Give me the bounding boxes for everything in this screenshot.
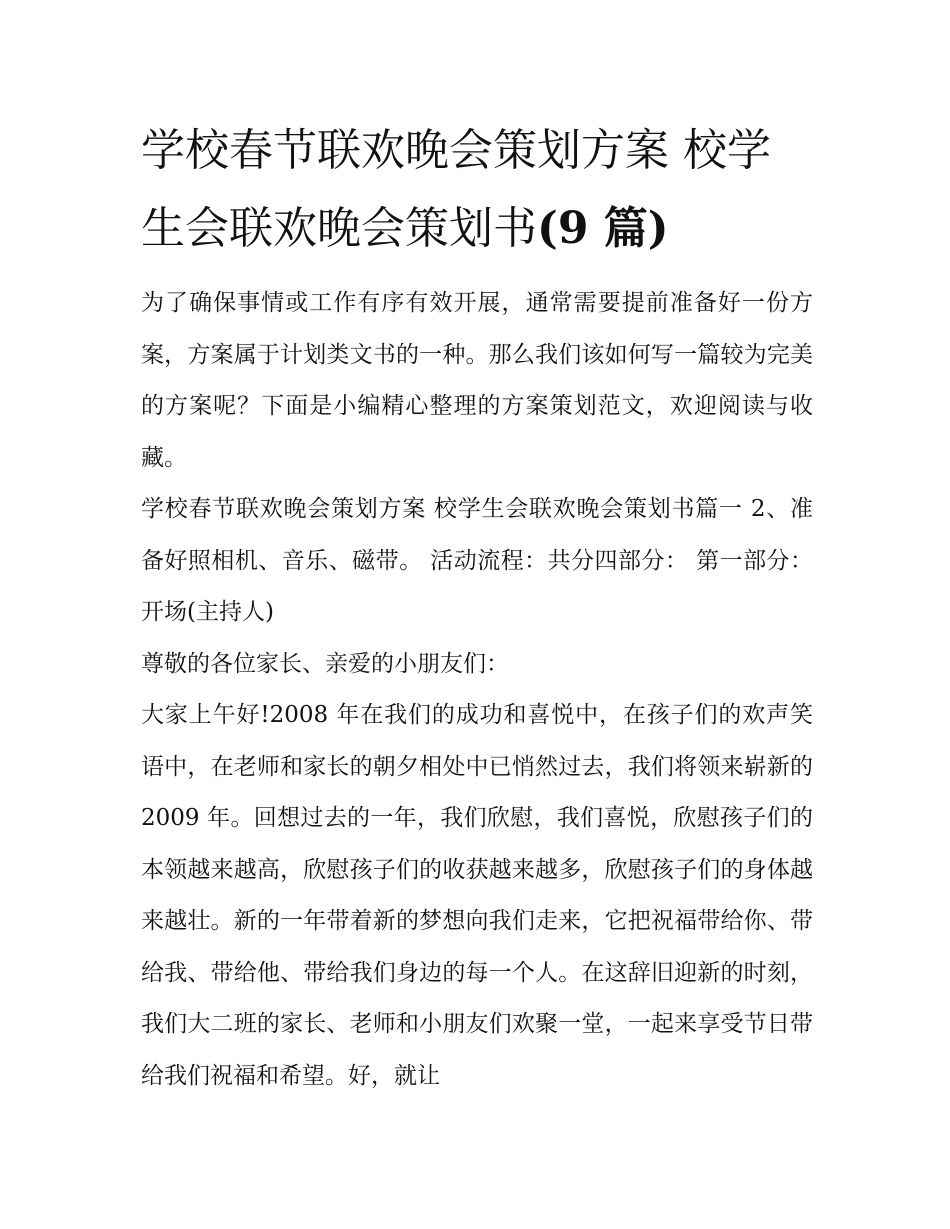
intro-paragraph: 为了确保事情或工作有序有效开展，通常需要提前准备好一份方案，方案属于计划类文书的一种。那么我们该如何写一篇较为完美的方案呢？下面是小编精心整理的方案策划范文，欢迎阅读与收藏。 [141,290,813,471]
greeting-paragraph: 尊敬的各位家长、亲爱的小朋友们： [141,650,509,677]
section-one-paragraph: 学校春节联欢晚会策划方案 校学生会联欢晚会策划书篇一 2、准备好照相机、音乐、磁带。 活动流程：共分四部分： 第一部分：开场(主持人) [141,496,813,625]
speech-paragraph: 大家上午好!2008 年在我们的成功和喜悦中，在孩子们的欢声笑语中，在老师和家长的朝夕相处中已悄然过去，我们将领来崭新的 2009 年。回想过去的一年，我们欣慰，我们喜悦，欣慰孩子们的本领越来越高，欣慰孩子们的收获越来越多，欣慰孩子们的身体越来越壮。新的一年带着新的梦想向我们走来，它把祝福带给你、带给我、带给他、带给我们身边的每一个人。在这辞旧迎新的时刻，我们大二班的家长、老师和小朋友们欢聚一堂，一起来享受节日带给我们祝福和希望。好，就让 [141,702,813,1089]
title-count: (9 篇) [537,203,669,254]
document-page [141,112,813,1102]
title-text: 学校春节联欢晚会策划方案 校学生会联欢晚会策划书 [141,125,771,254]
document-title [141,112,813,268]
